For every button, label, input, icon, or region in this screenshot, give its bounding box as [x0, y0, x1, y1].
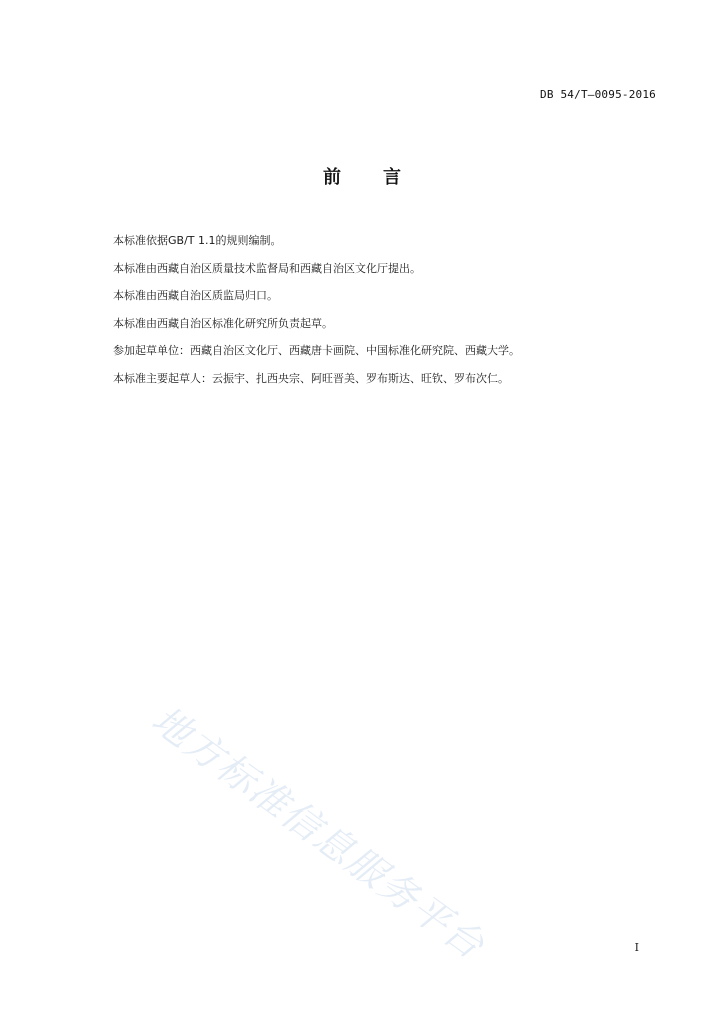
document-code: DB 54/T—0095-2016: [540, 88, 656, 101]
foreword-body: [113, 233, 673, 398]
paragraph-main-drafters: 本标准主要起草人：云振宇、扎西央宗、阿旺晋美、罗布斯达、旺钦、罗布次仁。: [113, 371, 509, 385]
paragraph-participating-units: 参加起草单位：西藏自治区文化厅、西藏唐卡画院、中国标准化研究院、西藏大学。: [113, 344, 520, 357]
watermark: 地方标准信息服务平台: [143, 697, 494, 969]
page-title: 前言: [323, 167, 443, 188]
paragraph-administrator: 本标准由西藏自治区质监局归口。: [113, 289, 278, 302]
paragraph-proposer: 本标准由西藏自治区质量技术监督局和西藏自治区文化厅提出。: [113, 261, 421, 275]
paragraph-basis: 本标准依据GB/T 1.1的规则编制。: [113, 234, 282, 247]
paragraph-drafter: 本标准由西藏自治区标准化研究所负责起草。: [113, 316, 333, 330]
page-number: I: [634, 941, 639, 954]
